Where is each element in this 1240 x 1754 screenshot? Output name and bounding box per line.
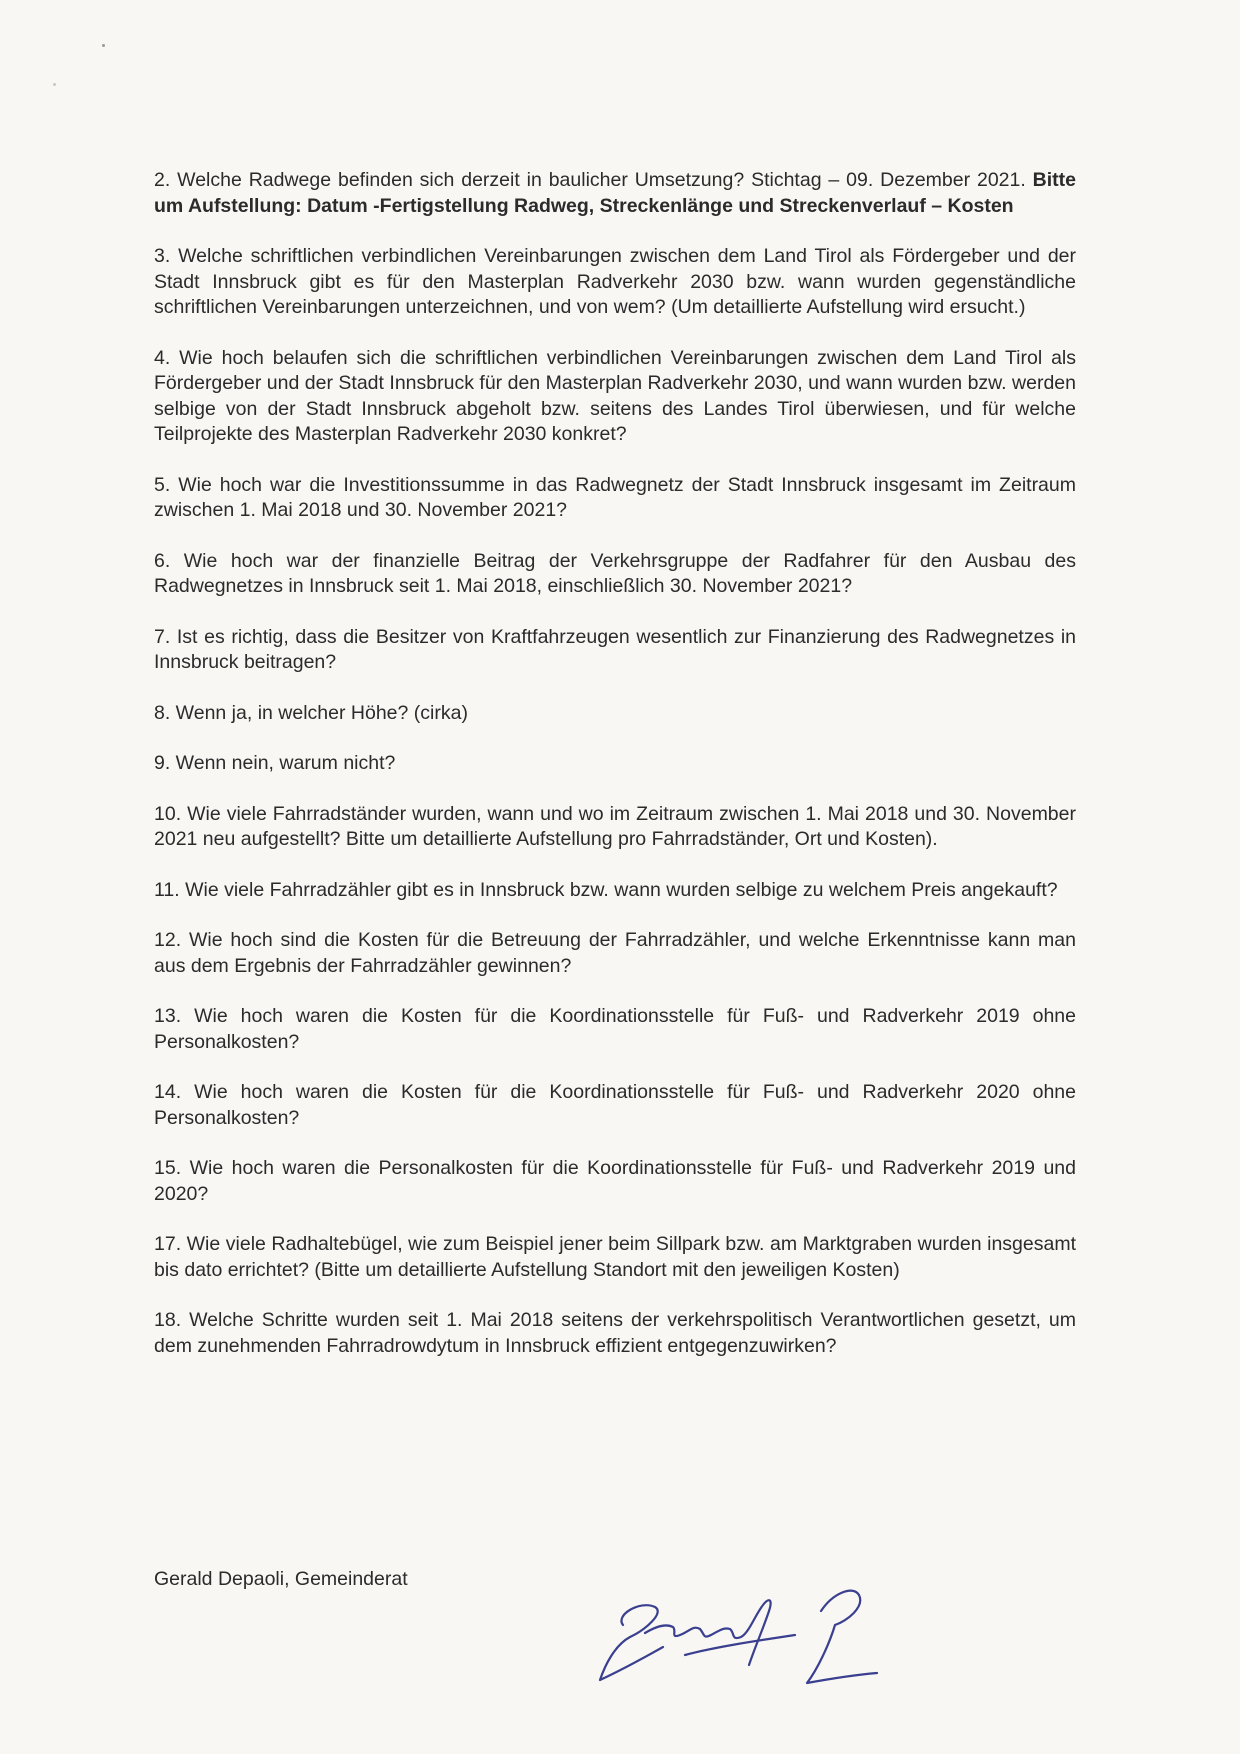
question-12: 12. Wie hoch sind die Kosten für die Betreuung der Fahrradzähler, und welche Erkenntnisse kann man aus dem Ergebnis der Fahrradzähler gewinnen?: [154, 929, 1076, 977]
signature-ink: [600, 1591, 877, 1683]
question-10: 10. Wie viele Fahrradständer wurden, wann und wo im Zeitraum zwischen 1. Mai 2018 und 30. November 2021 neu aufgestellt? Bitte um detaillierte Aufstellung pro Fahrradständer, Ort und Kosten).: [154, 802, 1076, 850]
question-2-bold-request: Bitte um Aufstellung: Datum -Fertigstellung Radweg, Streckenlänge und Streckenverlauf – Kosten: [154, 169, 1076, 217]
question-2-text: 2. Welche Radwege befinden sich derzeit in baulicher Umsetzung? Stichtag – 09. Dezember 2021.: [154, 169, 1033, 191]
question-3: 3. Welche schriftlichen verbindlichen Vereinbarungen zwischen dem Land Tirol als Fördergeber und der Stadt Innsbruck gibt es für den Masterplan Radverkehr 2030 bzw. wann wurden gegenständliche schriftlichen Vereinbarungen unterzeichnen, und von wem? (Um detaillierte Aufstellung wird ersucht.): [154, 245, 1076, 318]
question-14: 14. Wie hoch waren die Kosten für die Koordinationsstelle für Fuß- und Radverkehr 2020 ohne Personalkosten?: [154, 1081, 1076, 1129]
question-15: 15. Wie hoch waren die Personalkosten für die Koordinationsstelle für Fuß- und Radverkehr 2019 und 2020?: [154, 1157, 1076, 1205]
question-18: 18. Welche Schritte wurden seit 1. Mai 2018 seitens der verkehrspolitisch Verantwortlichen gesetzt, um dem zunehmenden Fahrradrowdytum in Innsbruck effizient entgegenzuwirken?: [154, 1309, 1076, 1357]
question-4: 4. Wie hoch belaufen sich die schriftlichen verbindlichen Vereinbarungen zwischen dem Land Tirol als Fördergeber und der Stadt Innsbruck für den Masterplan Radverkehr 2030, und wann wurden bzw. werden selbige von der Stadt Innsbruck abgeholt bzw. seitens des Landes Tirol überwiesen, und für welche Teilprojekte des Masterplan Radverkehr 2030 konkret?: [154, 346, 1076, 445]
handwritten-signature: [585, 1555, 915, 1705]
question-list: [154, 168, 1076, 1384]
question-17: 17. Wie viele Radhaltebügel, wie zum Beispiel jener beim Sillpark bzw. am Marktgraben wurden insgesamt bis dato errichtet? (Bitte um detaillierte Aufstellung Standort mit den jeweiligen Kosten): [154, 1233, 1076, 1281]
question-7: 7. Ist es richtig, dass die Besitzer von Kraftfahrzeugen wesentlich zur Finanzierung des Radwegnetzes in Innsbruck beitragen?: [154, 625, 1076, 673]
question-11: 11. Wie viele Fahrradzähler gibt es in Innsbruck bzw. wann wurden selbige zu welchem Preis angekauft?: [154, 878, 1058, 901]
question-6: 6. Wie hoch war der finanzielle Beitrag der Verkehrsgruppe der Radfahrer für den Ausbau des Radwegnetzes in Innsbruck seit 1. Mai 2018, einschließlich 30. November 2021?: [154, 549, 1076, 597]
question-13: 13. Wie hoch waren die Kosten für die Koordinationsstelle für Fuß- und Radverkehr 2019 ohne Personalkosten?: [154, 1005, 1076, 1053]
question-5: 5. Wie hoch war die Investitionssumme in das Radwegnetz der Stadt Innsbruck insgesamt im Zeitraum zwischen 1. Mai 2018 und 30. November 2021?: [154, 473, 1076, 521]
question-9: 9. Wenn nein, warum nicht?: [154, 752, 396, 774]
scan-speck: [102, 44, 105, 47]
question-8: 8. Wenn ja, in welcher Höhe? (cirka): [154, 701, 468, 724]
question-2: [154, 168, 1076, 219]
signatory-name: Gerald Depaoli, Gemeinderat: [154, 1568, 408, 1590]
scan-speck: [53, 83, 56, 86]
